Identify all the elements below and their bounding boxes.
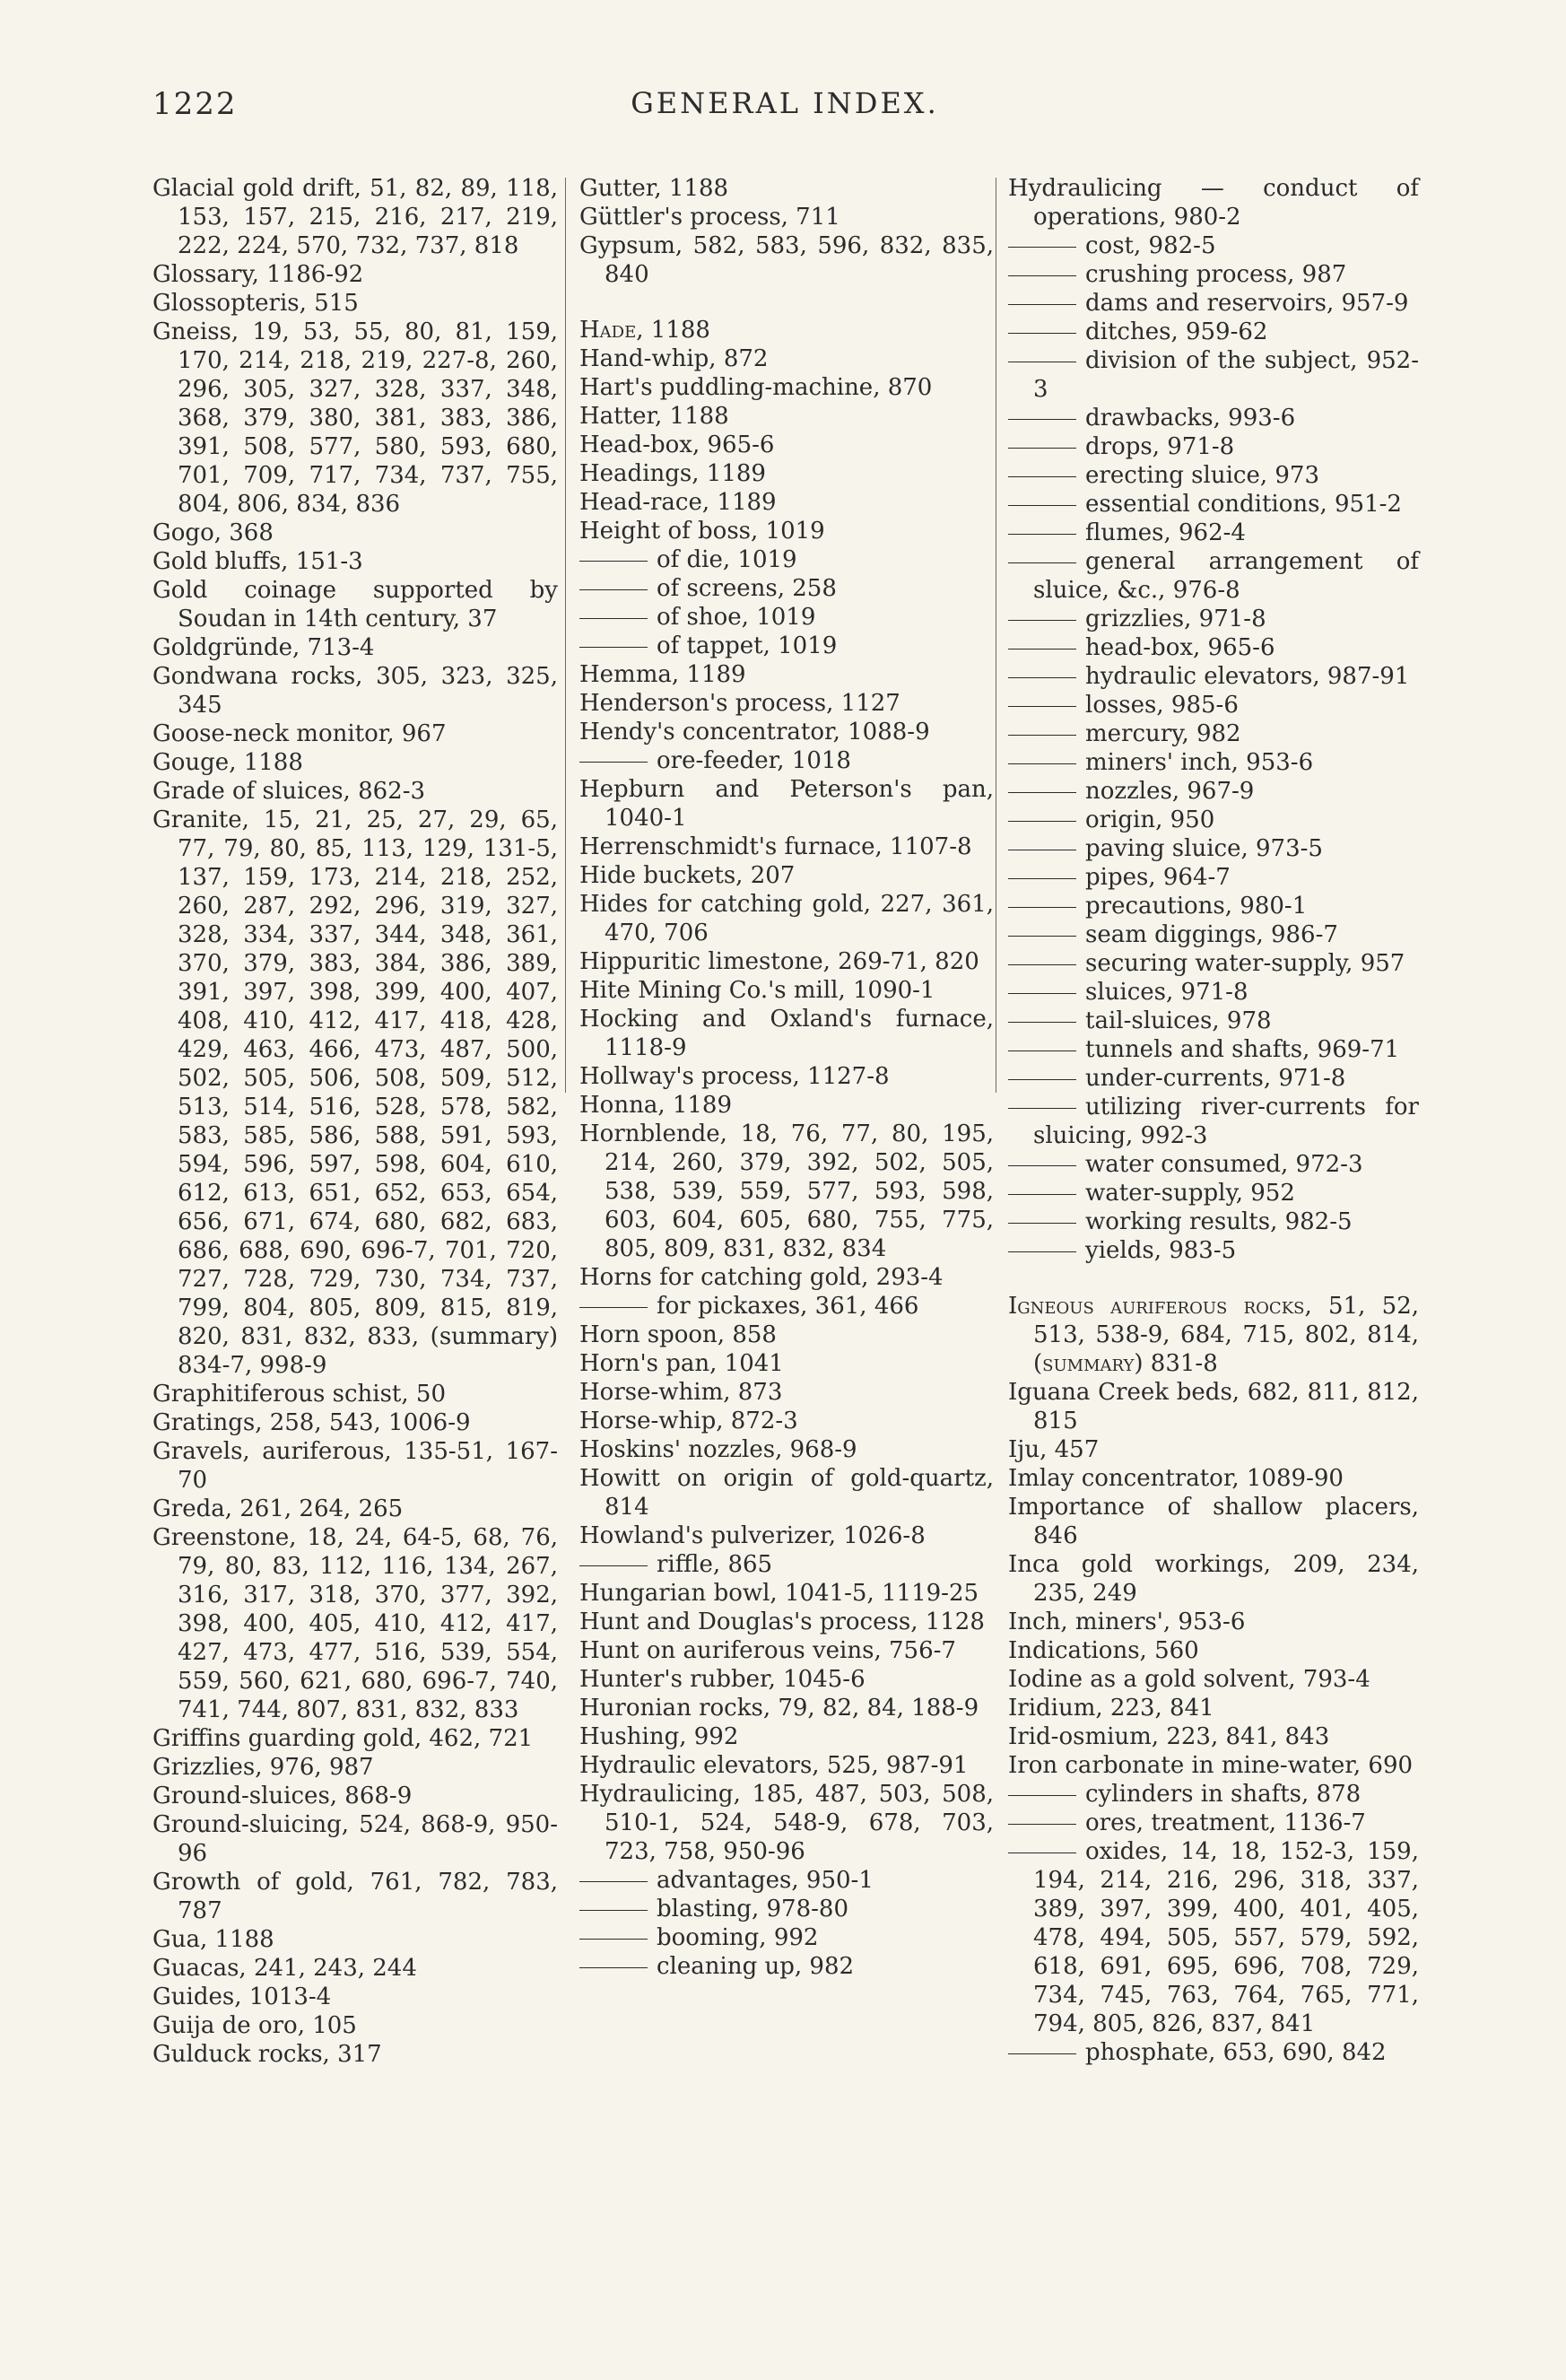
subentry-text: oxides, 14, 18, 152-3, 159, 194, 214, 216, 296, 318, 337, 389, 397, 399, 400, 401, 405, 478, 494, 505, 557, 579, 592, 618, 691, 695, 696, 708, 729, 734, 745, 763, 764, 765, 771, 794, 805, 826, 837, 841: [1033, 1838, 1419, 2037]
subentry-text: division of the subject, 952-3: [1033, 347, 1419, 403]
ditto-dash: [1008, 419, 1076, 420]
subentry-text: general arrangement of sluice, &c., 976-8: [1033, 548, 1419, 604]
subentry-text: water consumed, 972-3: [1085, 1151, 1363, 1178]
ditto-dash: [1008, 964, 1076, 965]
index-entry: Güttler's process, 711: [579, 204, 840, 231]
ditto-dash: [579, 762, 648, 763]
index-subentry: [1008, 1837, 1419, 2038]
ditto-dash: [1008, 706, 1076, 707]
subentry-text: head-box, 965-6: [1085, 634, 1275, 661]
section-gap: [1008, 1265, 1419, 1292]
index-entry: Igneous auriferous rocks, 51, 52, 513, 538-9, 684, 715, 802, 814, (summary) 831-8: [1008, 1293, 1419, 1377]
index-subentry: [579, 1952, 994, 1981]
index-subentry: [1008, 231, 1419, 260]
ditto-dash: [1008, 333, 1076, 334]
ditto-dash: [579, 618, 648, 619]
index-entry: Gulduck rocks, 317: [152, 2041, 382, 2068]
ditto-dash: [1008, 1251, 1076, 1252]
index-subentry: [1008, 519, 1419, 547]
ditto-dash: [579, 561, 648, 562]
index-entry: Iodine as a gold solvent, 793-4: [1008, 1666, 1370, 1693]
ditto-dash: [1008, 1108, 1076, 1109]
index-subentry: [579, 1923, 994, 1952]
index-subentry: [1008, 260, 1419, 289]
ditto-dash: [1008, 247, 1076, 248]
section-gap: [579, 289, 994, 316]
index-entry: Horn's pan, 1041: [579, 1350, 784, 1377]
index-subentry: [1008, 1150, 1419, 1179]
index-entry: Hides for catching gold, 227, 361, 470, 706: [579, 891, 994, 946]
index-entry: Grade of sluices, 862-3: [152, 778, 426, 805]
ditto-dash: [1008, 735, 1076, 736]
subentry-text: riffle, 865: [657, 1551, 773, 1578]
subentry-text: mercury, 982: [1085, 720, 1241, 747]
ditto-dash: [1008, 476, 1076, 477]
index-subentry: [1008, 920, 1419, 949]
index-entry: Inca gold workings, 209, 234, 235, 249: [1008, 1551, 1419, 1607]
index-entry: Hornblende, 18, 76, 77, 80, 195, 214, 260, 379, 392, 502, 505, 538, 539, 559, 577, 593, 598, 603, 604, 605, 680, 755, 775, 805, 809, 831, 832, 834: [579, 1120, 994, 1262]
ditto-dash: [579, 1967, 648, 1968]
subentry-text: of die, 1019: [657, 546, 797, 573]
subentry-text: drawbacks, 993-6: [1085, 405, 1296, 432]
subentry-text: nozzles, 967-9: [1085, 778, 1255, 805]
subentry-text: pipes, 964-7: [1085, 864, 1231, 891]
ditto-dash: [1008, 1223, 1076, 1224]
ditto-dash: [1008, 448, 1076, 449]
index-subentry: [579, 1550, 994, 1579]
ditto-dash: [579, 1881, 648, 1882]
index-subentry: [1008, 892, 1419, 920]
subentry-text: ore-feeder, 1018: [657, 747, 851, 774]
index-subentry: [1008, 461, 1419, 490]
index-entry: Hite Mining Co.'s mill, 1090-1: [579, 977, 935, 1004]
index-entry: Hatter, 1188: [579, 403, 729, 430]
index-entry: Glacial gold drift, 51, 82, 89, 118, 153, 157, 215, 216, 217, 219, 222, 224, 570, 732, 737, 818: [152, 175, 558, 259]
subentry-text: phosphate, 653, 690, 842: [1085, 2039, 1387, 2066]
ditto-dash: [579, 647, 648, 648]
index-subentry: [1008, 289, 1419, 318]
ditto-dash: [1008, 2053, 1076, 2054]
index-entry: Hushing, 992: [579, 1723, 739, 1750]
index-entry: Irid-osmium, 223, 841, 843: [1008, 1723, 1330, 1750]
index-subentry: [1008, 1064, 1419, 1093]
ditto-dash: [579, 589, 648, 590]
subentry-text: working results, 982-5: [1085, 1208, 1353, 1235]
ditto-dash: [579, 1565, 648, 1566]
index-subentry: [1008, 719, 1419, 748]
index-entry: Gouge, 1188: [152, 749, 303, 776]
index-subentry: [1008, 748, 1419, 777]
index-entry: Hendy's concentrator, 1088-9: [579, 719, 930, 745]
ditto-dash: [579, 1307, 648, 1308]
index-entry: Guija de oro, 105: [152, 2012, 357, 2039]
index-subentry: [1008, 1007, 1419, 1035]
index-entry: Hoskins' nozzles, 968-9: [579, 1436, 857, 1463]
index-subentry: [579, 545, 994, 574]
subentry-text: seam diggings, 986-7: [1085, 921, 1338, 948]
index-subentry: [1008, 806, 1419, 834]
index-subentry: [1008, 949, 1419, 978]
index-entry: Head-box, 965-6: [579, 432, 775, 458]
subentry-text: hydraulic elevators, 987-91: [1085, 663, 1410, 690]
index-entry: Herrenschmidt's furnace, 1107-8: [579, 833, 972, 860]
index-entry: Graphitiferous schist, 50: [152, 1381, 446, 1408]
subentry-text: for pickaxes, 361, 466: [657, 1293, 919, 1320]
index-entry: Gogo, 368: [152, 519, 274, 546]
index-subentry: [579, 1292, 994, 1321]
ditto-dash: [1008, 1824, 1076, 1825]
index-entry: Hand-whip, 872: [579, 345, 769, 372]
subentry-text: securing water-supply, 957: [1085, 950, 1405, 977]
index-entry: Ground-sluicing, 524, 868-9, 950-96: [152, 1811, 558, 1867]
index-subentry: [1008, 633, 1419, 662]
index-entry: Honna, 1189: [579, 1092, 733, 1119]
index-subentry: [1008, 662, 1419, 691]
index-entry: Horn spoon, 858: [579, 1321, 777, 1348]
ditto-dash: [1008, 534, 1076, 535]
index-entry: Gneiss, 19, 53, 55, 80, 81, 159, 170, 214, 218, 219, 227-8, 260, 296, 305, 327, 328, 337, 348, 368, 379, 380, 381, 383, 386, 391, 508, 577, 580, 593, 680, 701, 709, 717, 734, 737, 755, 804, 806, 834, 836: [152, 318, 558, 518]
index-entry: Head-race, 1189: [579, 489, 777, 516]
index-entry: Greda, 261, 264, 265: [152, 1495, 404, 1522]
index-entry: Imlay concentrator, 1089-90: [1008, 1465, 1344, 1492]
index-subentry: [579, 746, 994, 775]
column-divider: [565, 178, 566, 1093]
subentry-text: ditches, 959-62: [1085, 318, 1268, 345]
ditto-dash: [1008, 936, 1076, 937]
ditto-dash: [1008, 821, 1076, 822]
subentry-text: flumes, 962-4: [1085, 519, 1246, 546]
index-entry: Gua, 1188: [152, 1926, 274, 1953]
subentry-text: yields, 983-5: [1085, 1237, 1237, 1264]
ditto-dash: [1008, 620, 1076, 621]
subentry-text: miners' inch, 953-6: [1085, 749, 1314, 776]
index-entry: Howitt on origin of gold-quartz, 814: [579, 1465, 994, 1521]
index-entry: Iron carbonate in mine-water, 690: [1008, 1752, 1414, 1779]
index-entry: Goose-neck monitor, 967: [152, 720, 447, 747]
index-subentry: [1008, 547, 1419, 605]
index-subentry: [1008, 1179, 1419, 1207]
subentry-text: booming, 992: [657, 1924, 819, 1951]
subentry-text: paving sluice, 973-5: [1085, 835, 1323, 862]
ditto-dash: [1008, 1795, 1076, 1796]
index-subentry: [579, 632, 994, 660]
index-subentry: [1008, 1780, 1419, 1809]
ditto-dash: [1008, 878, 1076, 879]
subentry-text: cylinders in shafts, 878: [1085, 1781, 1362, 1808]
index-entry: Hungarian bowl, 1041-5, 1119-25: [579, 1580, 979, 1607]
ditto-dash: [1008, 993, 1076, 994]
index-column-2: [579, 174, 994, 1981]
index-entry: Hemma, 1189: [579, 661, 746, 688]
ditto-dash: [1008, 562, 1076, 563]
subentry-text: water-supply, 952: [1085, 1180, 1295, 1207]
ditto-dash: [1008, 907, 1076, 908]
index-entry: Grizzlies, 976, 987: [152, 1754, 374, 1781]
subentry-text: blasting, 978-80: [657, 1896, 848, 1922]
index-entry: Glossopteris, 515: [152, 290, 359, 317]
index-entry: Griffins guarding gold, 462, 721: [152, 1725, 534, 1752]
index-entry: Hunt and Douglas's process, 1128: [579, 1608, 985, 1635]
index-entry: Gold coinage supported by Soudan in 14th century, 37: [152, 577, 558, 632]
index-subentry: [579, 603, 994, 632]
index-entry: Gratings, 258, 543, 1006-9: [152, 1409, 471, 1436]
index-entry: Hocking and Oxland's furnace, 1118-9: [579, 1006, 994, 1061]
index-subentry: [1008, 2038, 1419, 2067]
index-entry: Indications, 560: [1008, 1637, 1199, 1664]
ditto-dash: [1008, 677, 1076, 678]
index-subentry: [1008, 605, 1419, 633]
subentry-text: sluices, 971-8: [1085, 979, 1248, 1006]
index-entry: Horns for catching gold, 293-4: [579, 1264, 944, 1291]
ditto-dash: [579, 1910, 648, 1911]
index-entry: Greenstone, 18, 24, 64-5, 68, 76, 79, 80, 83, 112, 116, 134, 267, 316, 317, 318, 370, 377, 392, 398, 400, 405, 410, 412, 417, 427, 473, 477, 516, 539, 554, 559, 560, 621, 680, 696-7, 740, 741, 744, 807, 831, 832, 833: [152, 1524, 558, 1723]
index-entry: Growth of gold, 761, 782, 783, 787: [152, 1869, 558, 1924]
subentry-text: advantages, 950-1: [657, 1867, 874, 1894]
index-entry: Gutter, 1188: [579, 175, 729, 202]
ditto-dash: [1008, 1079, 1076, 1080]
index-entry: Hydraulic elevators, 525, 987-91: [579, 1752, 969, 1779]
index-entry: Hunter's rubber, 1045-6: [579, 1666, 866, 1693]
subentry-text: cleaning up, 982: [657, 1953, 855, 1980]
subentry-text: losses, 985-6: [1085, 692, 1239, 719]
subentry-text: erecting sluice, 973: [1085, 462, 1320, 489]
ditto-dash: [579, 1939, 648, 1940]
index-entry: Gold bluffs, 151-3: [152, 548, 363, 575]
index-entry: Hydraulicing, 185, 487, 503, 508, 510-1, 524, 548-9, 678, 703, 723, 758, 950-96: [579, 1781, 994, 1865]
index-entry: Glossary, 1186-92: [152, 261, 364, 288]
index-subentry: [579, 1895, 994, 1923]
ditto-dash: [1008, 792, 1076, 793]
subentry-text: dams and reservoirs, 957-9: [1085, 290, 1409, 317]
index-entry: Gravels, auriferous, 135-51, 167-70: [152, 1438, 558, 1494]
index-subentry: [1008, 432, 1419, 461]
subentry-text: under-currents, 971-8: [1085, 1065, 1346, 1092]
subentry-text: of tappet, 1019: [657, 632, 838, 659]
index-subentry: [1008, 1207, 1419, 1236]
index-entry: Headings, 1189: [579, 460, 766, 487]
index-entry: Hollway's process, 1127-8: [579, 1063, 890, 1090]
page-header: [152, 86, 1417, 131]
subentry-text: drops, 971-8: [1085, 433, 1235, 460]
index-subentry: [1008, 404, 1419, 432]
ditto-dash: [1008, 275, 1076, 276]
subentry-text: ores, treatment, 1136-7: [1085, 1809, 1366, 1836]
ditto-dash: [1008, 505, 1076, 506]
index-subentry: [1008, 978, 1419, 1007]
index-subentry: [1008, 1236, 1419, 1265]
ditto-dash: [1008, 1194, 1076, 1195]
index-subentry: [1008, 1035, 1419, 1064]
index-subentry: [1008, 1093, 1419, 1150]
index-entry: Height of boss, 1019: [579, 518, 825, 545]
index-entry: Iguana Creek beds, 682, 811, 812, 815: [1008, 1379, 1419, 1434]
index-entry: Hide buckets, 207: [579, 862, 796, 889]
subentry-text: essential conditions, 951-2: [1085, 491, 1402, 518]
index-subentry: [1008, 1809, 1419, 1837]
index-entry: Hippuritic limestone, 269-71, 820: [579, 948, 979, 975]
index-subentry: [1008, 834, 1419, 863]
page-title: GENERAL INDEX.: [631, 86, 939, 120]
index-entry: Guides, 1013-4: [152, 1983, 332, 2010]
index-entry: Hunt on auriferous veins, 756-7: [579, 1637, 956, 1664]
index-subentry: [1008, 346, 1419, 404]
index-entry: Guacas, 241, 243, 244: [152, 1955, 417, 1982]
index-entry: Goldgründe, 713-4: [152, 634, 375, 661]
index-column-3: [1008, 174, 1419, 2067]
subentry-text: precautions, 980-1: [1085, 893, 1308, 920]
index-entry: Gypsum, 582, 583, 596, 832, 835, 840: [579, 232, 994, 288]
index-subentry: [1008, 863, 1419, 892]
index-subentry: [1008, 691, 1419, 719]
subentry-text: cost, 982-5: [1085, 232, 1216, 259]
subentry-text: tail-sluices, 978: [1085, 1007, 1272, 1034]
index-entry: Huronian rocks, 79, 82, 84, 188-9: [579, 1695, 979, 1722]
index-subentry: [579, 574, 994, 603]
ditto-dash: [1008, 1022, 1076, 1023]
index-entry: Iju, 457: [1008, 1436, 1100, 1463]
index-entry: Henderson's process, 1127: [579, 690, 900, 717]
index-entry: Importance of shallow placers, 846: [1008, 1494, 1419, 1549]
page-number: 1222: [152, 86, 238, 122]
index-entry: Ground-sluices, 868-9: [152, 1783, 413, 1809]
subentry-text: of screens, 258: [657, 575, 837, 602]
index-entry: Granite, 15, 21, 25, 27, 29, 65, 77, 79, 80, 85, 113, 129, 131-5, 137, 159, 173, 214, 218, 252, 260, 287, 292, 296, 319, 327, 328, 334, 337, 344, 348, 361, 370, 379, 383, 384, 386, 389, 391, 397, 398, 399, 400, 407, 408, 410, 412, 417, 418, 428, 429, 463, 466, 473, 487, 500, 502, 505, 506, 508, 509, 512, 513, 514, 516, 528, 578, 582, 583, 585, 586, 588, 591, 593, 594, 596, 597, 598, 604, 610, 612, 613, 651, 652, 653, 654, 656, 671, 674, 680, 682, 683, 686, 688, 690, 696-7, 701, 720, 727, 728, 729, 730, 734, 737, 799, 804, 805, 809, 815, 819, 820, 831, 832, 833, (summary) 834-7, 998-9: [152, 806, 558, 1379]
index-column-1: [152, 174, 558, 2069]
index-entry: Gondwana rocks, 305, 323, 325, 345: [152, 663, 558, 719]
index-subentry: [1008, 318, 1419, 346]
ditto-dash: [1008, 304, 1076, 305]
index-entry: Hade, 1188: [579, 317, 710, 344]
index-subentry: [579, 1866, 994, 1895]
subentry-text: tunnels and shafts, 969-71: [1085, 1036, 1400, 1063]
index-entry: Howland's pulverizer, 1026-8: [579, 1522, 926, 1549]
subentry-text: crushing process, 987: [1085, 261, 1347, 288]
ditto-dash: [1008, 1165, 1076, 1166]
index-entry: Hydraulicing — conduct of operations, 980-2: [1008, 175, 1419, 231]
index-subentry: [1008, 777, 1419, 806]
subentry-text: grizzlies, 971-8: [1085, 606, 1266, 632]
index-entry: Hepburn and Peterson's pan, 1040-1: [579, 776, 994, 832]
index-subentry: [1008, 490, 1419, 519]
index-entry: Hart's puddling-machine, 870: [579, 374, 933, 401]
index-entry: Horse-whip, 872-3: [579, 1408, 798, 1434]
ditto-dash: [1008, 763, 1076, 764]
index-entry: Inch, miners', 953-6: [1008, 1608, 1246, 1635]
index-entry: Horse-whim, 873: [579, 1379, 783, 1406]
subentry-text: of shoe, 1019: [657, 604, 816, 631]
subentry-text: utilizing river-currents for sluicing, 992-3: [1033, 1094, 1419, 1149]
index-entry: Iridium, 223, 841: [1008, 1695, 1214, 1722]
subentry-text: origin, 950: [1085, 806, 1215, 833]
